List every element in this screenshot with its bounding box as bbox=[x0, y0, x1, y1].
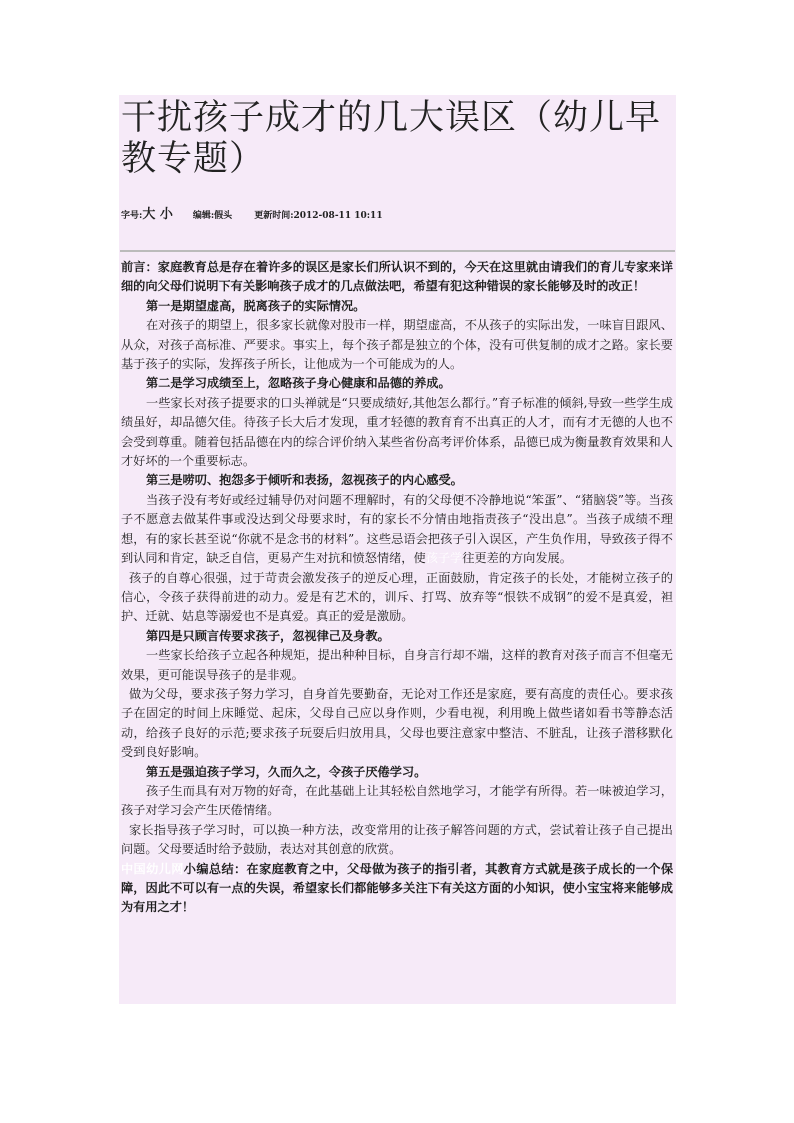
update-time: 更新时间:2012-08-11 10:11 bbox=[254, 211, 383, 221]
site-watermark: 中国幼儿网 bbox=[121, 861, 184, 876]
paragraph-3a-end: 往更差的方向发展。 bbox=[462, 551, 572, 566]
paragraph-3a-text: 当孩子没有考好或经过辅导仍对问题不理解时，有的父母便不冷静地说“笨蛋”、“猪脑袋”等。当孩子不愿意去做某件事或没达到父母要求时，有的家长不分情由地指责孩子“没出息”。当孩子成绩不理想，有的家长甚至说“你就不是念书的材料”。这些忌语会把孩子引入误区，产生负作用，导致孩子得不到认同和肯定，缺乏自信，更易产生对抗和愤怒情绪，使 bbox=[121, 492, 673, 566]
paragraph-5a: 孩子生而具有对万物的好奇，在此基础上让其轻松自然地学习，才能学有所得。若一味被迫学习，孩子对学习会产生厌倦情绪。 bbox=[121, 783, 673, 818]
editor-label: 编辑:假头 bbox=[192, 211, 233, 221]
paragraph-1: 在对孩子的期望上，很多家长就像对股市一样，期望虚高，不从孩子的实际出发，一味盲目跟风、从众，对孩子高标准、严要求。事实上，每个孩子都是独立的个体，没有可供复制的成才之路。家长要基于孩子的实际，发挥孩子所长，让他成为一个可能成为的人。 bbox=[121, 318, 673, 372]
paragraph-5b: 家长指导孩子学习时，可以换一种方法，改变常用的让孩子解答问题的方式，尝试着让孩子自己提出问题。父母要适时给予鼓励，表达对其创意的欣赏。 bbox=[121, 822, 673, 857]
article-title: 干扰孩子成才的几大误区（幼儿早教专题） bbox=[121, 98, 662, 179]
paragraph-4b: 做为父母，要求孩子努力学习，自身首先要勤奋，无论对工作还是家庭，要有高度的责任心。要求孩子在固定的时间上床睡觉、起床，父母自己应以身作则，少看电视，利用晚上做些诸如看书等静态活动，给孩子良好的示范;要求孩子玩耍后归放用具，父母也要注意家中整洁、不脏乱，让孩子潜移默化受到良好影响。 bbox=[121, 686, 673, 760]
article-body bbox=[121, 258, 673, 918]
section-heading-5: 第五是强迫孩子学习，久而久之，令孩子厌倦学习。 bbox=[146, 764, 427, 779]
font-size-label: 字号: bbox=[121, 211, 143, 221]
section-heading-3: 第三是唠叨、抱怨多于倾听和表扬，忽视孩子的内心感受。 bbox=[146, 473, 463, 488]
watermark-text: 孩子学 bbox=[425, 551, 463, 566]
summary-text: 小编总结：在家庭教育之中，父母做为孩子的指引者，其教育方式就是孩子成长的一个保障，因此不可以有一点的失误，希望家长们都能够多关注下有关这方面的小知识，使小宝宝将来能够成为有用之才！ bbox=[121, 861, 674, 915]
section-heading-2: 第二是学习成绩至上，忽略孩子身心健康和品德的养成。 bbox=[146, 376, 451, 391]
section-heading-1: 第一是期望虚高，脱离孩子的实际情况。 bbox=[146, 298, 366, 313]
paragraph-3b: 孩子的自尊心很强，过于苛责会激发孩子的逆反心理，正面鼓励，肯定孩子的长处，才能树立孩子的信心，令孩子获得前进的动力。爱是有艺术的，训斥、打骂、放弃等“恨铁不成钢”的爱不是真爱，袒护、迁就、姑息等溺爱也不是真爱。真正的爱是激励。 bbox=[121, 570, 673, 624]
paragraph-4a: 一些家长给孩子立起各种规矩，提出种种目标，自身言行却不端，这样的教育对孩子而言不但毫无效果，更可能误导孩子的是非观。 bbox=[121, 648, 673, 682]
divider bbox=[120, 250, 675, 252]
paragraph-3a bbox=[121, 491, 673, 569]
summary-paragraph bbox=[121, 860, 673, 918]
article-meta bbox=[121, 203, 673, 222]
paragraph-2: 一些家长对孩子提要求的口头禅就是“只要成绩好,其他怎么都行。”育子标准的倾斜,导致一些学生成绩虽好，却品德欠佳。待孩子长大后才发现，重才轻德的教育育不出真正的人才，而有才无德的人也不会受到尊重。随着包括品德在内的综合评价纳入某些省份高考评价体系，品德已成为衡量教育效果和人才好坏的一个重要标志。 bbox=[121, 395, 673, 469]
intro-paragraph: 前言：家庭教育总是存在着许多的误区是家长们所认识不到的，今天在这里就由请我们的育儿专家来详细的向父母们说明下有关影响孩子成才的几点做法吧，希望有犯这种错误的家长能够及时的改正！ bbox=[121, 260, 673, 294]
font-size-toggle[interactable]: 大 小 bbox=[142, 207, 173, 222]
section-heading-4: 第四是只顾言传要求孩子，忽视律己及身教。 bbox=[146, 628, 390, 643]
